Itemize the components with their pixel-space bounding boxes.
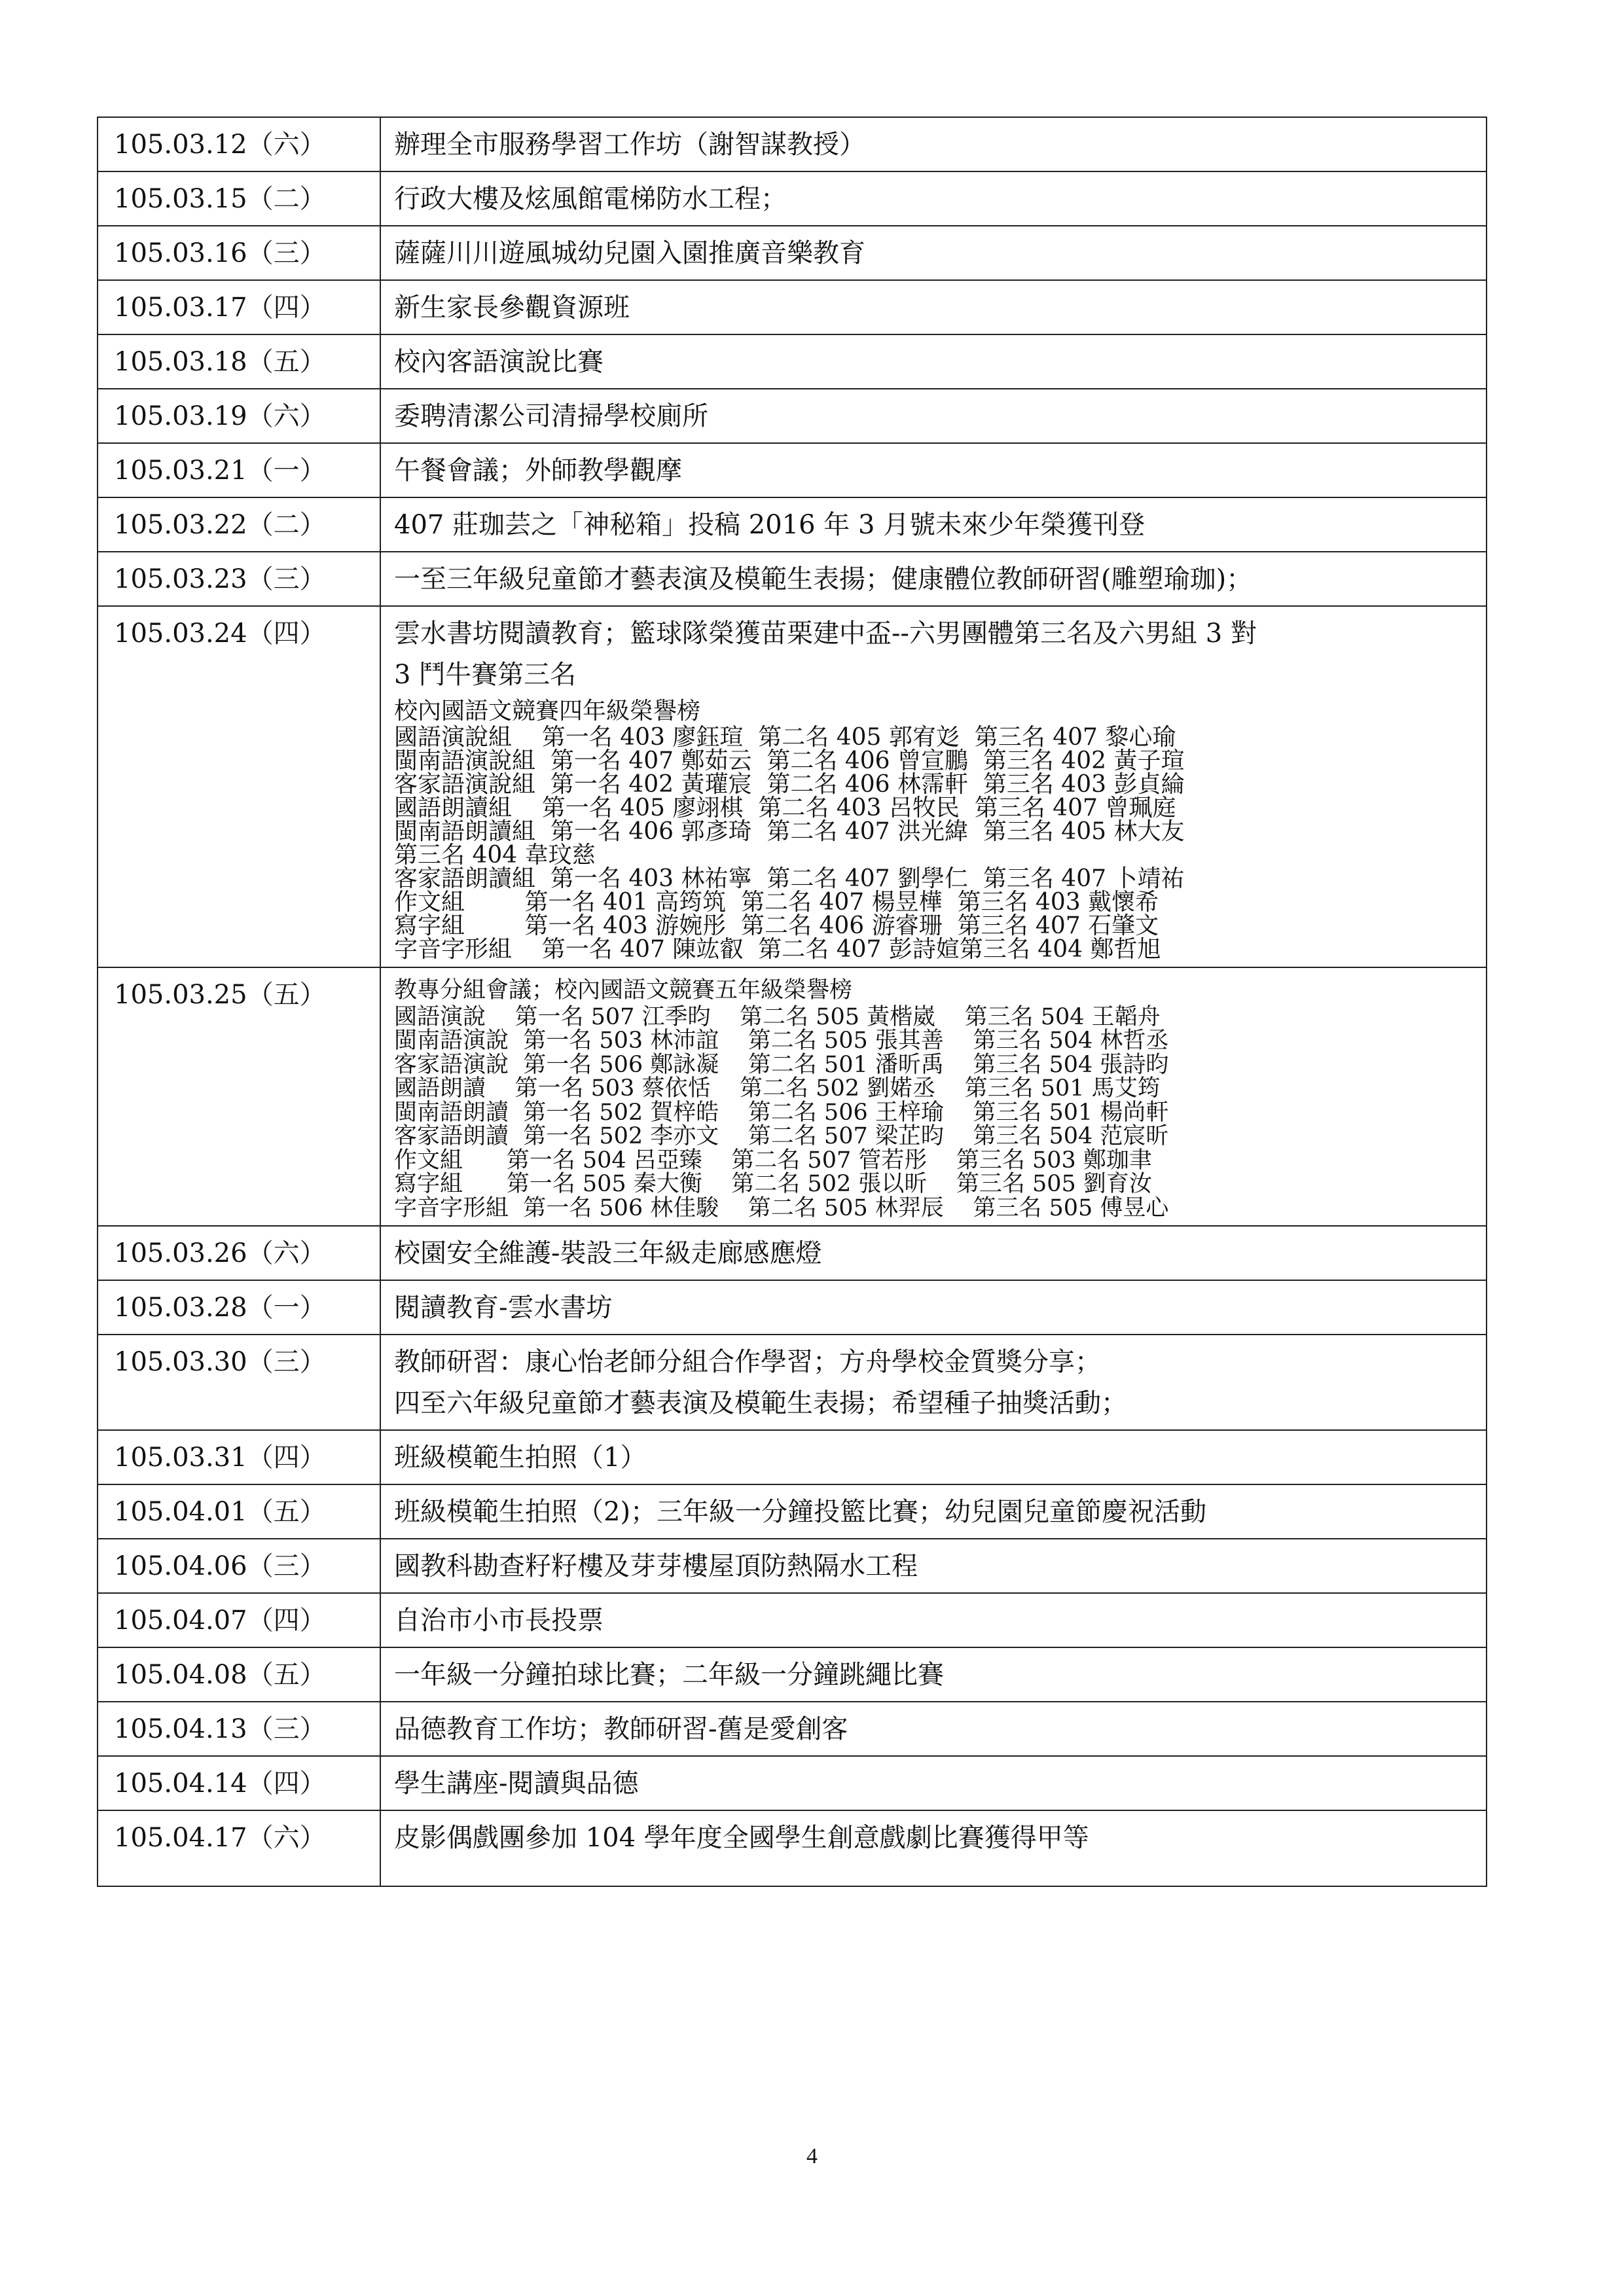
row-description [380, 1539, 1487, 1593]
description-line: 班級模範生拍照（2)；三年級一分鐘投籃比賽；幼兒園兒童節慶祝活動 [394, 1497, 1207, 1527]
description-line: 委聘清潔公司清掃學校廁所 [394, 401, 708, 431]
schedule-row [98, 117, 1487, 171]
honor-roll-line: 國語演說 第一名 507 江季昀 第二名 505 黃楷崴 第三名 504 王韜舟 [394, 1003, 1161, 1030]
description-line: 班級模範生拍照（1） [394, 1443, 647, 1473]
row-date: 105.03.31（四） [98, 1430, 380, 1484]
honor-roll-title: 校內國語文競賽四年級榮譽榜 [394, 698, 701, 725]
row-description [380, 1430, 1487, 1484]
row-description [380, 1593, 1487, 1647]
row-date: 105.04.17（六） [98, 1810, 380, 1886]
row-date: 105.03.28（一） [98, 1280, 380, 1335]
schedule-row [98, 1430, 1487, 1484]
row-date: 105.03.18（五） [98, 334, 380, 389]
description-line: 行政大樓及炫風館電梯防水工程； [394, 184, 787, 214]
row-date: 105.03.15（二） [98, 171, 380, 226]
schedule-row [98, 497, 1487, 552]
schedule-row [98, 1335, 1487, 1430]
schedule-row [98, 1226, 1487, 1280]
row-description [380, 967, 1487, 1226]
honor-roll-line: 閩南語演說組 第一名 407 鄭茹云 第二名 406 曾宣鵬 第三名 402 黃子瑄 [394, 747, 1185, 774]
row-date: 105.03.19（六） [98, 389, 380, 443]
row-date: 105.03.25（五） [98, 967, 380, 1226]
row-description [380, 1810, 1487, 1886]
description-line: 辦理全市服務學習工作坊（謝智謀教授） [394, 130, 865, 160]
description-line: 一至三年級兒童節才藝表演及模範生表揚；健康體位教師研習(雕塑瑜珈)； [394, 564, 1253, 594]
row-description [380, 552, 1487, 606]
schedule-row [98, 280, 1487, 334]
row-description [380, 334, 1487, 389]
row-date: 105.03.17（四） [98, 280, 380, 334]
honor-roll-line: 第三名 404 韋玟慈 [394, 842, 596, 869]
description-line: 教師研習：康心怡老師分組合作學習；方舟學校金質獎分享； [394, 1347, 1101, 1377]
row-date: 105.03.22（二） [98, 497, 380, 552]
row-date: 105.03.16（三） [98, 226, 380, 280]
description-line: 閱讀教育-雲水書坊 [394, 1293, 613, 1323]
description-line: 薩薩川川遊風城幼兒園入園推廣音樂教育 [394, 238, 865, 268]
row-date: 105.04.14（四） [98, 1756, 380, 1810]
row-date: 105.03.23（三） [98, 552, 380, 606]
schedule-row [98, 967, 1487, 1226]
honor-roll-line: 客家語演說組 第一名 402 黃瓘宸 第二名 406 林霈軒 第三名 403 彭貞綸 [394, 771, 1185, 798]
schedule-row [98, 1280, 1487, 1335]
honor-roll-line: 客家語演說 第一名 506 鄭詠凝 第二名 501 潘昕禹 第三名 504 張詩昀 [394, 1051, 1169, 1078]
schedule-row [98, 1539, 1487, 1593]
schedule-row [98, 552, 1487, 606]
row-date: 105.03.12（六） [98, 117, 380, 171]
description-line: 校園安全維護-裝設三年級走廊感應燈 [394, 1238, 822, 1268]
description-line: 品德教育工作坊；教師研習-舊是愛創客 [394, 1714, 848, 1744]
row-description [380, 171, 1487, 226]
honor-roll-line: 字音字形組 第一名 506 林佳駿 第二名 505 林羿辰 第三名 505 傅昱心 [394, 1194, 1169, 1221]
schedule-row [98, 1702, 1487, 1756]
honor-roll-line: 閩南語演說 第一名 503 林沛誼 第二名 505 張其善 第三名 504 林哲丞 [394, 1028, 1169, 1054]
description-line: 自治市小市長投票 [394, 1605, 604, 1636]
row-description [380, 606, 1487, 967]
honor-roll-line: 寫字組 第一名 505 秦大衡 第二名 502 張以昕 第三名 505 劉育汝 [394, 1171, 1152, 1197]
row-date: 105.03.26（六） [98, 1226, 380, 1280]
row-description [380, 1280, 1487, 1335]
honor-roll-line: 字音字形組 第一名 407 陳竑叡 第二名 407 彭詩媗第三名 404 鄭哲旭 [394, 936, 1161, 963]
schedule-row [98, 334, 1487, 389]
description-line: 午餐會議；外師教學觀摩 [394, 456, 682, 486]
honor-roll-line: 客家語朗讀組 第一名 403 林祐寧 第二名 407 劉學仁 第三名 407 卜靖祐 [394, 865, 1185, 892]
honor-roll [394, 978, 1477, 1220]
honor-roll-line: 閩南語朗讀 第一名 502 賀梓皓 第二名 506 王梓瑜 第三名 501 楊尚軒 [394, 1099, 1169, 1126]
schedule-row [98, 1484, 1487, 1539]
row-description [380, 443, 1487, 497]
schedule-row [98, 389, 1487, 443]
schedule-row [98, 1647, 1487, 1702]
schedule-row [98, 606, 1487, 967]
honor-roll-line: 國語朗讀 第一名 503 蔡依恬 第二名 502 劉婼丞 第三名 501 馬艾筠 [394, 1075, 1161, 1102]
row-description [380, 497, 1487, 552]
honor-roll-line: 作文組 第一名 401 高筠筑 第二名 407 楊昱樺 第三名 403 戴懷希 [394, 889, 1159, 916]
description-line: 學生講座-閱讀與品德 [394, 1768, 639, 1799]
description-line: 3 鬥牛賽第三名 [394, 660, 577, 690]
description-line: 雲水書坊閱讀教育；籃球隊榮獲苗栗建中盃--六男團體第三名及六男組 3 對 [394, 619, 1257, 649]
schedule-table [97, 117, 1487, 1887]
row-description [380, 1484, 1487, 1539]
row-description [380, 1335, 1487, 1430]
schedule-row [98, 171, 1487, 226]
row-date: 105.03.21（一） [98, 443, 380, 497]
row-date: 105.03.24（四） [98, 606, 380, 967]
schedule-row [98, 443, 1487, 497]
row-description [380, 1226, 1487, 1280]
row-date: 105.03.30（三） [98, 1335, 380, 1430]
description-line: 四至六年級兒童節才藝表演及模範生表揚；希望種子抽獎活動； [394, 1388, 1127, 1418]
honor-roll [394, 700, 1477, 961]
honor-roll-line: 寫字組 第一名 403 游婉彤 第二名 406 游睿珊 第三名 407 石肇文 [394, 912, 1159, 939]
honor-roll-line: 國語演說組 第一名 403 廖鈺瑄 第二名 405 郭宥彣 第三名 407 黎心瑜 [394, 724, 1176, 751]
honor-roll-line: 閩南語朗讀組 第一名 406 郭彥琦 第二名 407 洪光緯 第三名 405 林大友 [394, 818, 1185, 845]
description-line: 一年級一分鐘拍球比賽；二年級一分鐘跳繩比賽 [394, 1660, 944, 1690]
row-description [380, 1647, 1487, 1702]
description-line: 407 莊珈芸之「神秘箱」投稿 2016 年 3 月號未來少年榮獲刊登 [394, 510, 1146, 540]
row-date: 105.04.07（四） [98, 1593, 380, 1647]
row-date: 105.04.13（三） [98, 1702, 380, 1756]
honor-roll-line: 作文組 第一名 504 呂亞臻 第二名 507 管若彤 第三名 503 鄭珈聿 [394, 1147, 1152, 1174]
row-description [380, 226, 1487, 280]
row-description [380, 280, 1487, 334]
schedule-row [98, 226, 1487, 280]
row-date: 105.04.06（三） [98, 1539, 380, 1593]
honor-roll-line: 客家語朗讀 第一名 502 李亦文 第二名 507 梁芷昀 第三名 504 范宸昕 [394, 1123, 1169, 1149]
description-line: 皮影偶戲團參加 104 學年度全國學生創意戲劇比賽獲得甲等 [394, 1823, 1089, 1853]
schedule-row [98, 1593, 1487, 1647]
schedule-row [98, 1756, 1487, 1810]
schedule-row [98, 1810, 1487, 1886]
row-description [380, 117, 1487, 171]
row-description [380, 389, 1487, 443]
description-line: 國教科勘查籽籽樓及芽芽樓屋頂防熱隔水工程 [394, 1551, 918, 1581]
row-description [380, 1702, 1487, 1756]
description-line: 校內客語演說比賽 [394, 347, 604, 377]
row-description [380, 1756, 1487, 1810]
page-number: 4 [806, 2144, 818, 2168]
honor-roll-line: 國語朗讀組 第一名 405 廖翊棋 第二名 403 呂牧民 第三名 407 曾珮庭 [394, 795, 1176, 821]
row-date: 105.04.08（五） [98, 1647, 380, 1702]
description-line: 新生家長參觀資源班 [394, 293, 630, 323]
row-date: 105.04.01（五） [98, 1484, 380, 1539]
honor-roll-title: 教專分組會議；校內國語文競賽五年級榮譽榜 [394, 977, 853, 1003]
schedule-body [98, 117, 1487, 1886]
